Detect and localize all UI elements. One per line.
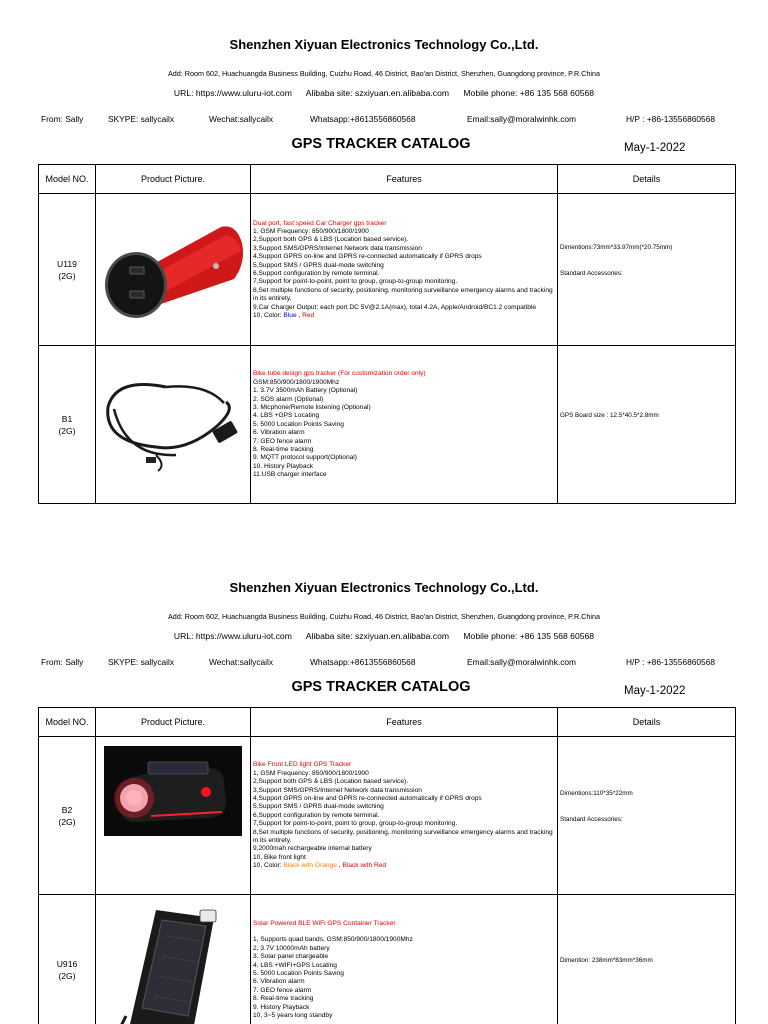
contact-skype: SKYPE: sallycailx: [108, 114, 175, 124]
feature-line: 8. Real-time tracking: [253, 995, 314, 1003]
header-features: Features: [251, 708, 558, 737]
model-band: (2G): [58, 970, 76, 981]
model-cell: [39, 737, 96, 895]
catalog-title: GPS TRACKER CATALOG: [291, 679, 471, 695]
feature-line: 1, GSM Frequency: 850/900/1800/1900: [253, 769, 369, 777]
feature-line: 4,Support GPRS on-line and GPRS re-connected automatically if GPRS drops: [253, 253, 482, 261]
model-number: B1: [61, 413, 73, 424]
header-picture: Product Picture.: [96, 708, 251, 737]
feature-line: GSM:850/900/1800/1900Mhz: [253, 378, 340, 386]
car-charger-gps-tracker-icon: [96, 195, 251, 345]
features-cell: [251, 346, 558, 504]
detail-board-size: GPS Board size : 12.5*40.5*2.8mm: [560, 411, 659, 419]
feature-line: 3. Micphone/Remote listening (Optional): [253, 403, 371, 411]
feature-line: 8. Real-time tracking: [253, 446, 314, 454]
feature-line: 10, Bike front light: [253, 853, 306, 861]
bike-tube-gps-tracker-cable-icon: [96, 347, 251, 503]
feature-line: 9,2000mah rechargeable internal battery: [253, 845, 372, 853]
feature-line: 6,Support configuration by remote terminal.: [253, 270, 380, 277]
feature-line: 5,Support SMS / GPRS dual-mode switching: [253, 261, 384, 269]
mobile-phone: Mobile phone: +86 135 568 60568: [463, 88, 595, 98]
website-link[interactable]: URL: https://www.uluru-iot.com: [173, 631, 292, 641]
header-features: Features: [251, 165, 558, 194]
feature-line: 4. LBS +GPS Locating: [253, 412, 320, 420]
header-model: Model NO.: [39, 165, 96, 194]
model-cell: [39, 194, 96, 346]
feature-line: 7. GEO fence alarm: [253, 986, 312, 994]
color-option-a: Blue: [283, 312, 297, 320]
contact-from: From: Sally: [41, 657, 84, 667]
website-link[interactable]: URL: https://www.uluru-iot.com: [173, 88, 292, 98]
alibaba-link[interactable]: Alibaba site: szxiyuan.en.alibaba.com: [305, 88, 450, 98]
details-cell: [558, 194, 736, 346]
contact-skype: SKYPE: sallycailx: [108, 657, 175, 667]
color-label: 10, Color:: [253, 312, 284, 320]
company-name: Shenzhen Xiyuan Electronics Technology Co.,Ltd.: [229, 580, 539, 595]
color-label: 10, Color:: [253, 862, 284, 870]
header-details: Details: [558, 165, 736, 194]
color-option-b: Red: [302, 312, 315, 320]
feature-line: 10, 3~5 years long standby: [253, 1012, 333, 1020]
feature-line: 4,Support GPRS on-line and GPRS re-connected automatically if GPRS drops: [253, 794, 482, 802]
header-details: Details: [558, 708, 736, 737]
product-picture: [96, 346, 251, 504]
catalog-title: GPS TRACKER CATALOG: [291, 136, 471, 152]
contact-wechat: Wechat:sallycailx: [209, 657, 274, 667]
company-name: Shenzhen Xiyuan Electronics Technology Co.,Ltd.: [229, 37, 539, 52]
product-table: [38, 707, 736, 1024]
model-number: U119: [57, 258, 77, 269]
mobile-phone: Mobile phone: +86 135 568 60568: [463, 631, 595, 641]
detail-dimensions: Dimentions:110*35*22mm: [560, 789, 633, 797]
feature-line: 6,Support configuration by remote terminal.: [253, 811, 380, 819]
feature-color-line: [253, 312, 555, 320]
feature-line: 5. 5000 Location Points Saving: [253, 420, 344, 428]
feature-line: 8,Set multiple functions of security, positioning, monitoring surveillance emergency alarms and tracking in its entirety.: [253, 286, 553, 303]
feature-line: 5. 5000 Location Points Saving: [253, 969, 344, 977]
table-row: [39, 194, 736, 346]
features-cell: [251, 895, 558, 1024]
catalog-page-2: [0, 543, 768, 1024]
company-address: Add: Room 602, Huachuangda Business Building, Cuizhu Road, 46 District, Bao'an District, Shenzhen, Guangdong province, P.R.China: [168, 612, 600, 621]
feature-line: 1, Supports quad bands, GSM:850/900/1800/1900Mhz: [253, 936, 413, 944]
model-number: U916: [56, 958, 78, 969]
color-separator: ,: [296, 312, 303, 320]
header-model: Model NO.: [39, 708, 96, 737]
details-cell: [558, 737, 736, 895]
details-cell: [558, 895, 736, 1024]
table-header-row: [39, 708, 736, 737]
feature-title: Bike Front LED light GPS Tracker: [253, 761, 352, 769]
feature-line: 2,Support both GPS & LBS (Location based service).: [253, 778, 409, 786]
color-option-b: Black with Red: [342, 862, 387, 870]
table-row: [39, 346, 736, 504]
feature-line: 11.USB charger interface: [253, 471, 327, 479]
feature-line: 4, LBS +WIFI+GPS Locating: [253, 961, 337, 969]
url-row: [0, 631, 768, 641]
table-row: [39, 895, 736, 1024]
features-cell: [251, 737, 558, 895]
feature-line: 7,Support for point-to-point, point to group, group-to-group monitoring.: [253, 820, 458, 828]
feature-line: [253, 928, 555, 936]
contact-hp: H/P : +86-13556860568: [626, 114, 716, 124]
feature-line: 5,Support SMS / GPRS dual-mode switching: [253, 803, 384, 811]
product-table: [38, 164, 736, 504]
detail-dimensions: Dimentions:73mm*33.97mm(*20.75mm): [560, 243, 673, 251]
features-cell: [251, 194, 558, 346]
feature-line: 3,Support SMS/GPRS/Internet Network data transmission: [253, 244, 422, 252]
model-number: B2: [61, 804, 73, 815]
detail-accessories: Standard Accessories:: [560, 269, 623, 277]
model-band: (2G): [58, 270, 76, 281]
catalog-date: May-1-2022: [624, 142, 686, 154]
feature-line: 10. History Playback: [253, 462, 314, 470]
details-cell: [558, 346, 736, 504]
feature-line: 9. History Playback: [253, 1003, 310, 1011]
model-cell: [39, 895, 96, 1024]
feature-line: 6. Vibration alarm: [253, 429, 305, 437]
feature-line: 8,Set multiple functions of security, positioning, monitoring surveillance emergency alarms and tracking in its entirety.: [253, 828, 553, 845]
url-row: [0, 88, 768, 98]
catalog-date: May-1-2022: [624, 685, 686, 697]
contact-from: From: Sally: [41, 114, 84, 124]
detail-accessories: Standard Accessories:: [560, 815, 623, 823]
feature-title: Dual port, fast speed Car Charger gps tracker: [253, 219, 387, 227]
contact-hp: H/P : +86-13556860568: [626, 657, 716, 667]
bike-front-led-light-gps-tracker-icon: [96, 738, 251, 894]
header-picture: Product Picture.: [96, 165, 251, 194]
product-picture: [96, 737, 251, 895]
alibaba-link[interactable]: Alibaba site: szxiyuan.en.alibaba.com: [305, 631, 450, 641]
contact-email[interactable]: Email:sally@moralwinhk.com: [467, 657, 577, 667]
feature-line: 3, Solar panel chargeable: [253, 953, 329, 961]
feature-line: 3,Support SMS/GPRS/Internet Network data transmission: [253, 786, 422, 794]
feature-line: 2. SOS alarm (Optional): [253, 395, 324, 403]
feature-line: 7,Support for point-to-point, point to group, group-to-group monitoring.: [253, 278, 458, 286]
feature-line: 9,Car Charger Output: each port DC 5V@2.1A(max), total 4.2A, Apple/Android/BC1.2 compatible: [253, 303, 537, 311]
feature-line: 2, 3.7V 10000mAh battery: [253, 944, 330, 952]
model-cell: [39, 346, 96, 504]
feature-line: 7. GEO fence alarm: [253, 437, 312, 445]
color-separator: ,: [336, 862, 343, 870]
feature-title: Bike tube design gps tracker (For customization order only): [253, 370, 426, 378]
contact-wechat: Wechat:sallycailx: [209, 114, 274, 124]
feature-color-line: [253, 862, 555, 870]
feature-line: 9. MQTT protocol support(Optional): [253, 454, 357, 462]
contact-whatsapp: Whatsapp:+8613556860568: [310, 114, 416, 124]
feature-line: 6. Vibration alarm: [253, 978, 305, 986]
feature-line: 2,Support both GPS & LBS (Location based service).: [253, 236, 409, 244]
feature-line: 1. 3.7V 3500mAh Battery (Optional): [253, 387, 358, 395]
company-address: Add: Room 602, Huachuangda Business Building, Cuizhu Road, 46 District, Bao'an District, Shenzhen, Guangdong province, P.R.China: [168, 69, 600, 78]
detail-dimensions: Dimention: 238mm*83mm*36mm: [560, 956, 653, 964]
color-option-a: Black with Orange: [283, 862, 337, 870]
solar-container-gps-tracker-icon: [96, 896, 251, 1024]
contact-whatsapp: Whatsapp:+8613556860568: [310, 657, 416, 667]
table-row: [39, 737, 736, 895]
product-picture: [96, 895, 251, 1024]
table-header-row: [39, 165, 736, 194]
product-picture: [96, 194, 251, 346]
feature-title: Solar Powered BLE WiFi GPS Container Tracker: [253, 919, 396, 927]
model-band: (2G): [58, 425, 76, 436]
model-band: (2G): [58, 816, 76, 827]
contact-email[interactable]: Email:sally@moralwinhk.com: [467, 114, 577, 124]
feature-line: 1, GSM Frequency: 850/900/1800/1900: [253, 227, 369, 235]
